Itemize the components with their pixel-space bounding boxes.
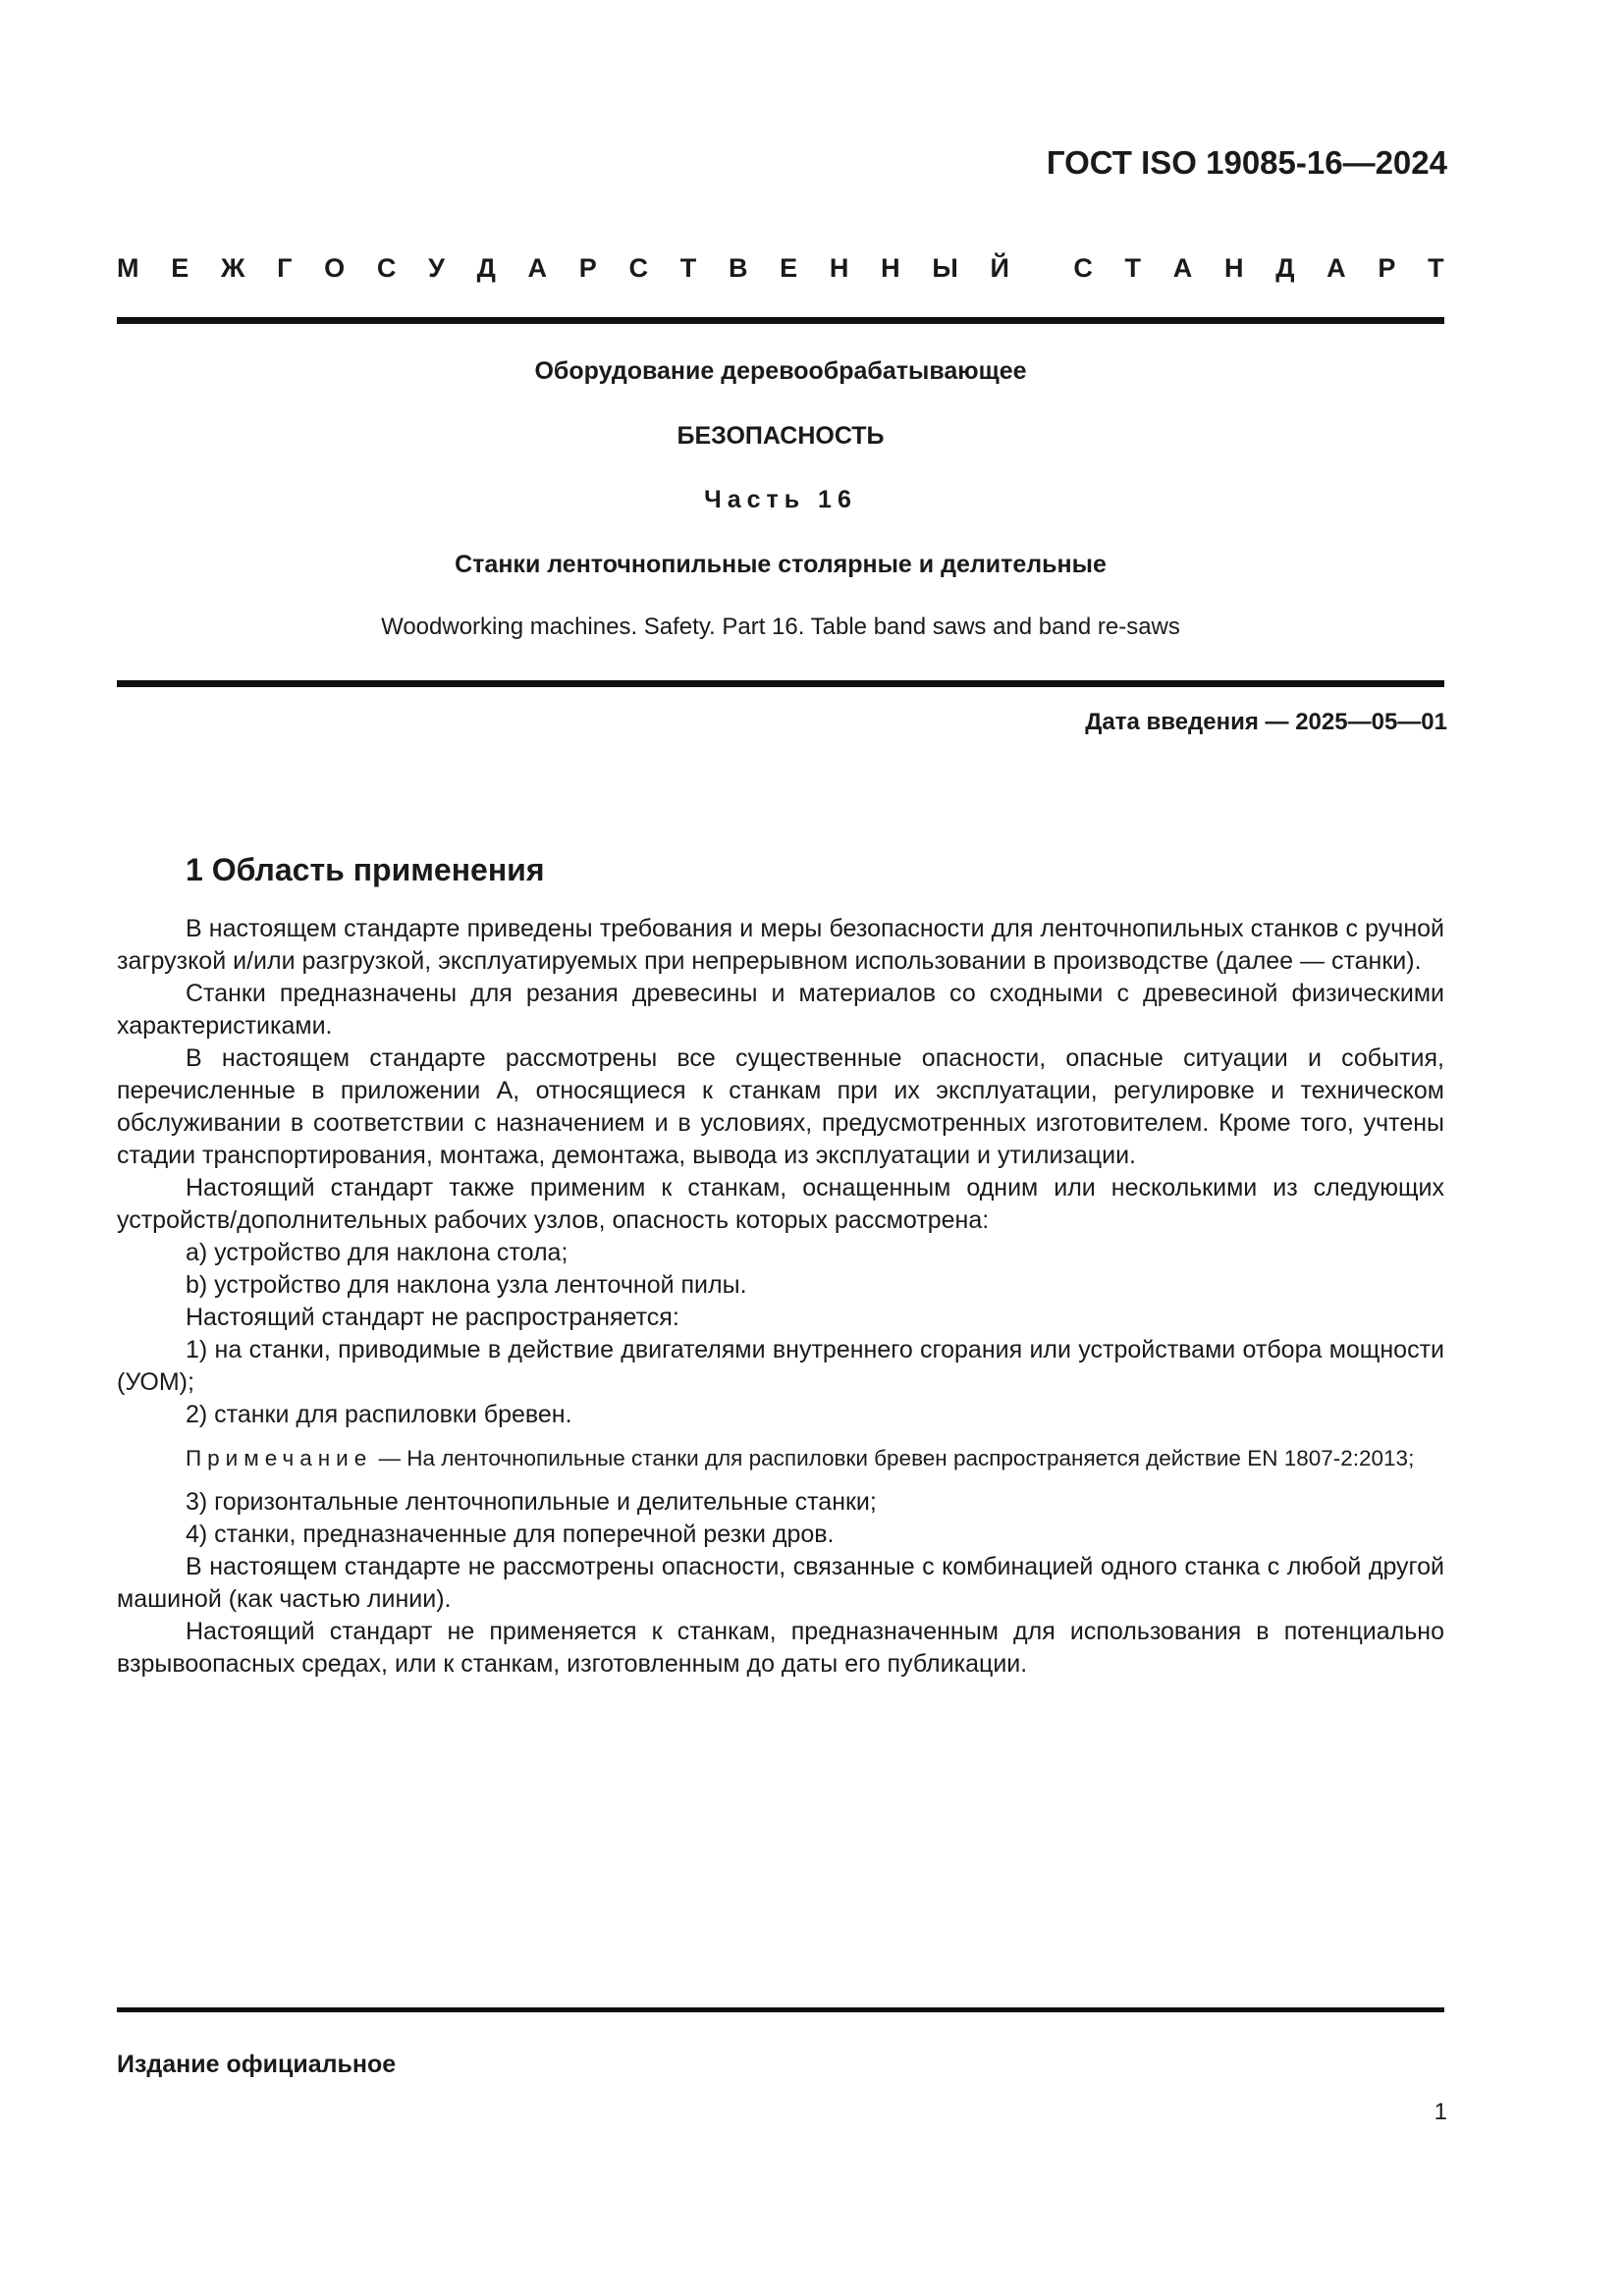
top-rule <box>117 317 1444 324</box>
interstate-letter: Г <box>277 253 293 283</box>
interstate-letter: С <box>376 253 397 283</box>
interstate-letter: О <box>324 253 346 283</box>
list-item: 4) станки, предназначенные для поперечной резки дров. <box>186 1521 835 1548</box>
paragraph: Настоящий стандарт не распространяется: <box>186 1304 679 1331</box>
paragraph: Станки предназначены для резания древесины и материалов со сходными с древесиной физическими характеристиками. <box>117 980 1444 1040</box>
paragraph: В настоящем стандарте приведены требования и меры безопасности для ленточнопильных станков с ручной загрузкой и/или разгрузкой, эксплуатируемых при непрерывном использовании в производстве (далее — станки). <box>117 915 1444 975</box>
interstate-letter: Е <box>780 253 798 283</box>
interstate-letter: Н <box>881 253 900 283</box>
interstate-letter: В <box>728 253 748 283</box>
interstate-standard-heading <box>117 253 1444 284</box>
interstate-letter: М <box>117 253 139 283</box>
interstate-letter: А <box>1326 253 1346 283</box>
section-body <box>117 913 1444 1681</box>
interstate-letter: Т <box>679 253 697 283</box>
interstate-letter: Н <box>1223 253 1244 283</box>
interstate-letter: Д <box>476 253 496 283</box>
note-label: Примечание <box>186 1446 373 1470</box>
interstate-letter: У <box>428 253 445 283</box>
list-item: 1) на станки, приводимые в действие двигателями внутреннего сгорания или устройствами отбора мощности (УОМ); <box>117 1336 1444 1396</box>
section-heading: 1 Область применения <box>186 852 545 887</box>
paragraph: Настоящий стандарт не применяется к станкам, предназначенным для использования в потенциально взрывоопасных средах, или к станкам, изготовленным до даты его публикации. <box>117 1618 1444 1678</box>
paragraph: В настоящем стандарте не рассмотрены опасности, связанные с комбинацией одного станка с любой другой машиной (как частью линии). <box>117 1553 1444 1613</box>
list-item: 2) станки для распиловки бревен. <box>186 1401 572 1428</box>
gost-number: ГОСТ ISO 19085-16—2024 <box>1046 144 1447 181</box>
interstate-letter: Р <box>1378 253 1396 283</box>
interstate-letter: Т <box>1428 253 1444 283</box>
interstate-letter: Н <box>829 253 849 283</box>
middle-rule <box>117 680 1444 687</box>
interstate-letter: Т <box>1124 253 1142 283</box>
list-item: a) устройство для наклона стола; <box>186 1239 568 1266</box>
interstate-letter: А <box>1172 253 1193 283</box>
list-item: 3) горизонтальные ленточнопильные и делительные станки; <box>186 1488 877 1516</box>
interstate-letter: Д <box>1275 253 1295 283</box>
title-line-2: БЕЗОПАСНОСТЬ <box>677 422 885 450</box>
title-english: Woodworking machines. Safety. Part 16. Table band saws and band re-saws <box>381 614 1180 640</box>
official-edition-label: Издание официальное <box>117 2051 397 2078</box>
title-part: Часть 16 <box>704 486 857 513</box>
introduction-date: Дата введения — 2025—05—01 <box>1085 709 1447 735</box>
note-text: — На ленточнопильные станки для распиловки бревен распространяется действие EN 1807-2:2013; <box>372 1446 1415 1470</box>
list-item: b) устройство для наклона узла ленточной пилы. <box>186 1271 747 1299</box>
title-line-1: Оборудование деревообрабатывающее <box>534 357 1027 385</box>
bottom-rule <box>117 2007 1444 2012</box>
page-number: 1 <box>1434 2099 1447 2125</box>
interstate-letter: Р <box>578 253 597 283</box>
note <box>117 1445 1444 1472</box>
interstate-letter: Е <box>171 253 189 283</box>
interstate-letter: Ж <box>220 253 245 283</box>
interstate-letter: А <box>527 253 548 283</box>
paragraph: В настоящем стандарте рассмотрены все существенные опасности, опасные ситуации и события, перечисленные в приложении А, относящиеся к станкам при их эксплуатации, регулировке и техническом обслуживании в соответствии с назначением и в условиях, предусмотренных изготовителем. Кроме того, учтены стадии транспортирования, монтажа, демонтажа, вывода из эксплуатации и утилизации. <box>117 1044 1444 1169</box>
interstate-letter: Ы <box>932 253 958 283</box>
interstate-letter: Й <box>990 253 1009 283</box>
interstate-letter: С <box>1073 253 1093 283</box>
title-line-3: Станки ленточнопильные столярные и делительные <box>455 551 1107 578</box>
interstate-letter: С <box>628 253 648 283</box>
paragraph: Настоящий стандарт также применим к станкам, оснащенным одним или несколькими из следующих устройств/дополнительных рабочих узлов, опасность которых рассмотрена: <box>117 1174 1444 1234</box>
